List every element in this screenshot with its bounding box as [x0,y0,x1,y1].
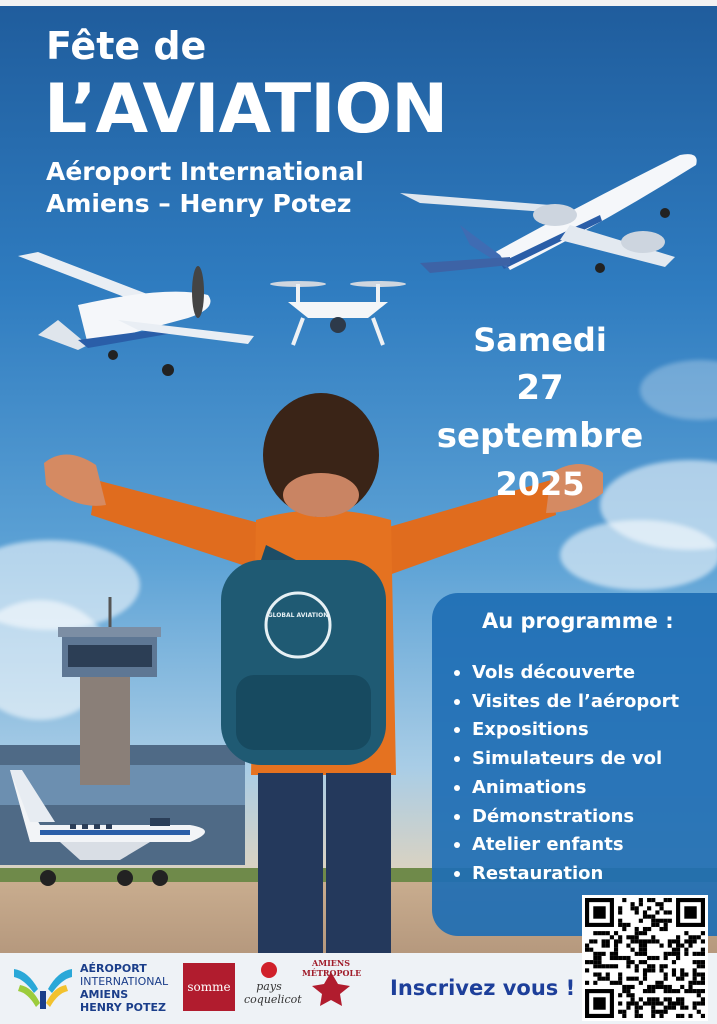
list-item [454,688,679,717]
airport-logo-line-4: HENRY POTEZ [80,1001,166,1014]
subtitle [46,156,364,220]
program-item-label: Simulateurs de vol [472,748,663,770]
bullet-icon [454,871,460,877]
program-list [454,659,679,889]
bullet-icon [454,785,460,791]
date-year: 2025 [495,465,585,503]
bullet-icon [454,756,460,762]
bullet-icon [454,699,460,705]
list-item [454,659,679,688]
bullet-icon [454,670,460,676]
title-line-1: Fête de [46,24,207,68]
poppy-icon [261,962,277,978]
airport-logo-line-3: AMIENS [80,988,129,1001]
amiens-metropole-logo [302,958,360,1016]
pays-coquelicot-logo [244,960,302,1016]
propeller-plane-illustration [18,250,258,380]
date-day-month: 27 septembre [436,368,644,456]
program-item-label: Animations [472,776,587,798]
program-item-label: Visites de l’aéroport [472,690,680,712]
list-item [454,716,679,745]
airport-logo-line-1: AÉROPORT [80,962,147,975]
list-item [454,860,679,889]
airport-logo-icon [12,963,74,1011]
program-item-label: Atelier enfants [472,834,624,856]
title-line-2: L’AVIATION [44,70,448,149]
qr-code[interactable] [582,895,708,1021]
top-border [0,0,717,6]
subtitle-line-2: Amiens – Henry Potez [46,189,352,218]
bullet-icon [454,842,460,848]
somme-logo: somme [183,963,235,1011]
amiens-logo-text: AMIENS MÉTROPOLE [302,958,362,978]
list-item [454,803,679,832]
pays-logo-text: pays coquelicot [244,980,302,1006]
airport-logo-text [80,962,168,1014]
program-item-label: Vols découverte [472,662,636,683]
qr-code-icon [585,898,705,1018]
program-item-label: Démonstrations [472,805,635,827]
register-call-to-action[interactable]: Inscrivez vous ! [390,976,576,1000]
date-day: Samedi [473,321,607,359]
event-date [410,316,670,508]
drone-illustration [268,270,408,355]
program-panel [432,593,717,936]
list-item [454,774,679,803]
bullet-icon [454,814,460,820]
program-item-label: Expositions [472,719,589,741]
airliner-illustration [400,145,705,285]
program-item-label: Restauration [472,862,604,884]
program-heading: Au programme : [482,609,674,633]
list-item [454,831,679,860]
backpack-badge-text: GLOBAL AVIATION [267,612,329,619]
subtitle-line-1: Aéroport International [46,157,364,186]
list-item [454,745,679,774]
airport-logo-line-2: INTERNATIONAL [80,975,169,988]
bullet-icon [454,727,460,733]
